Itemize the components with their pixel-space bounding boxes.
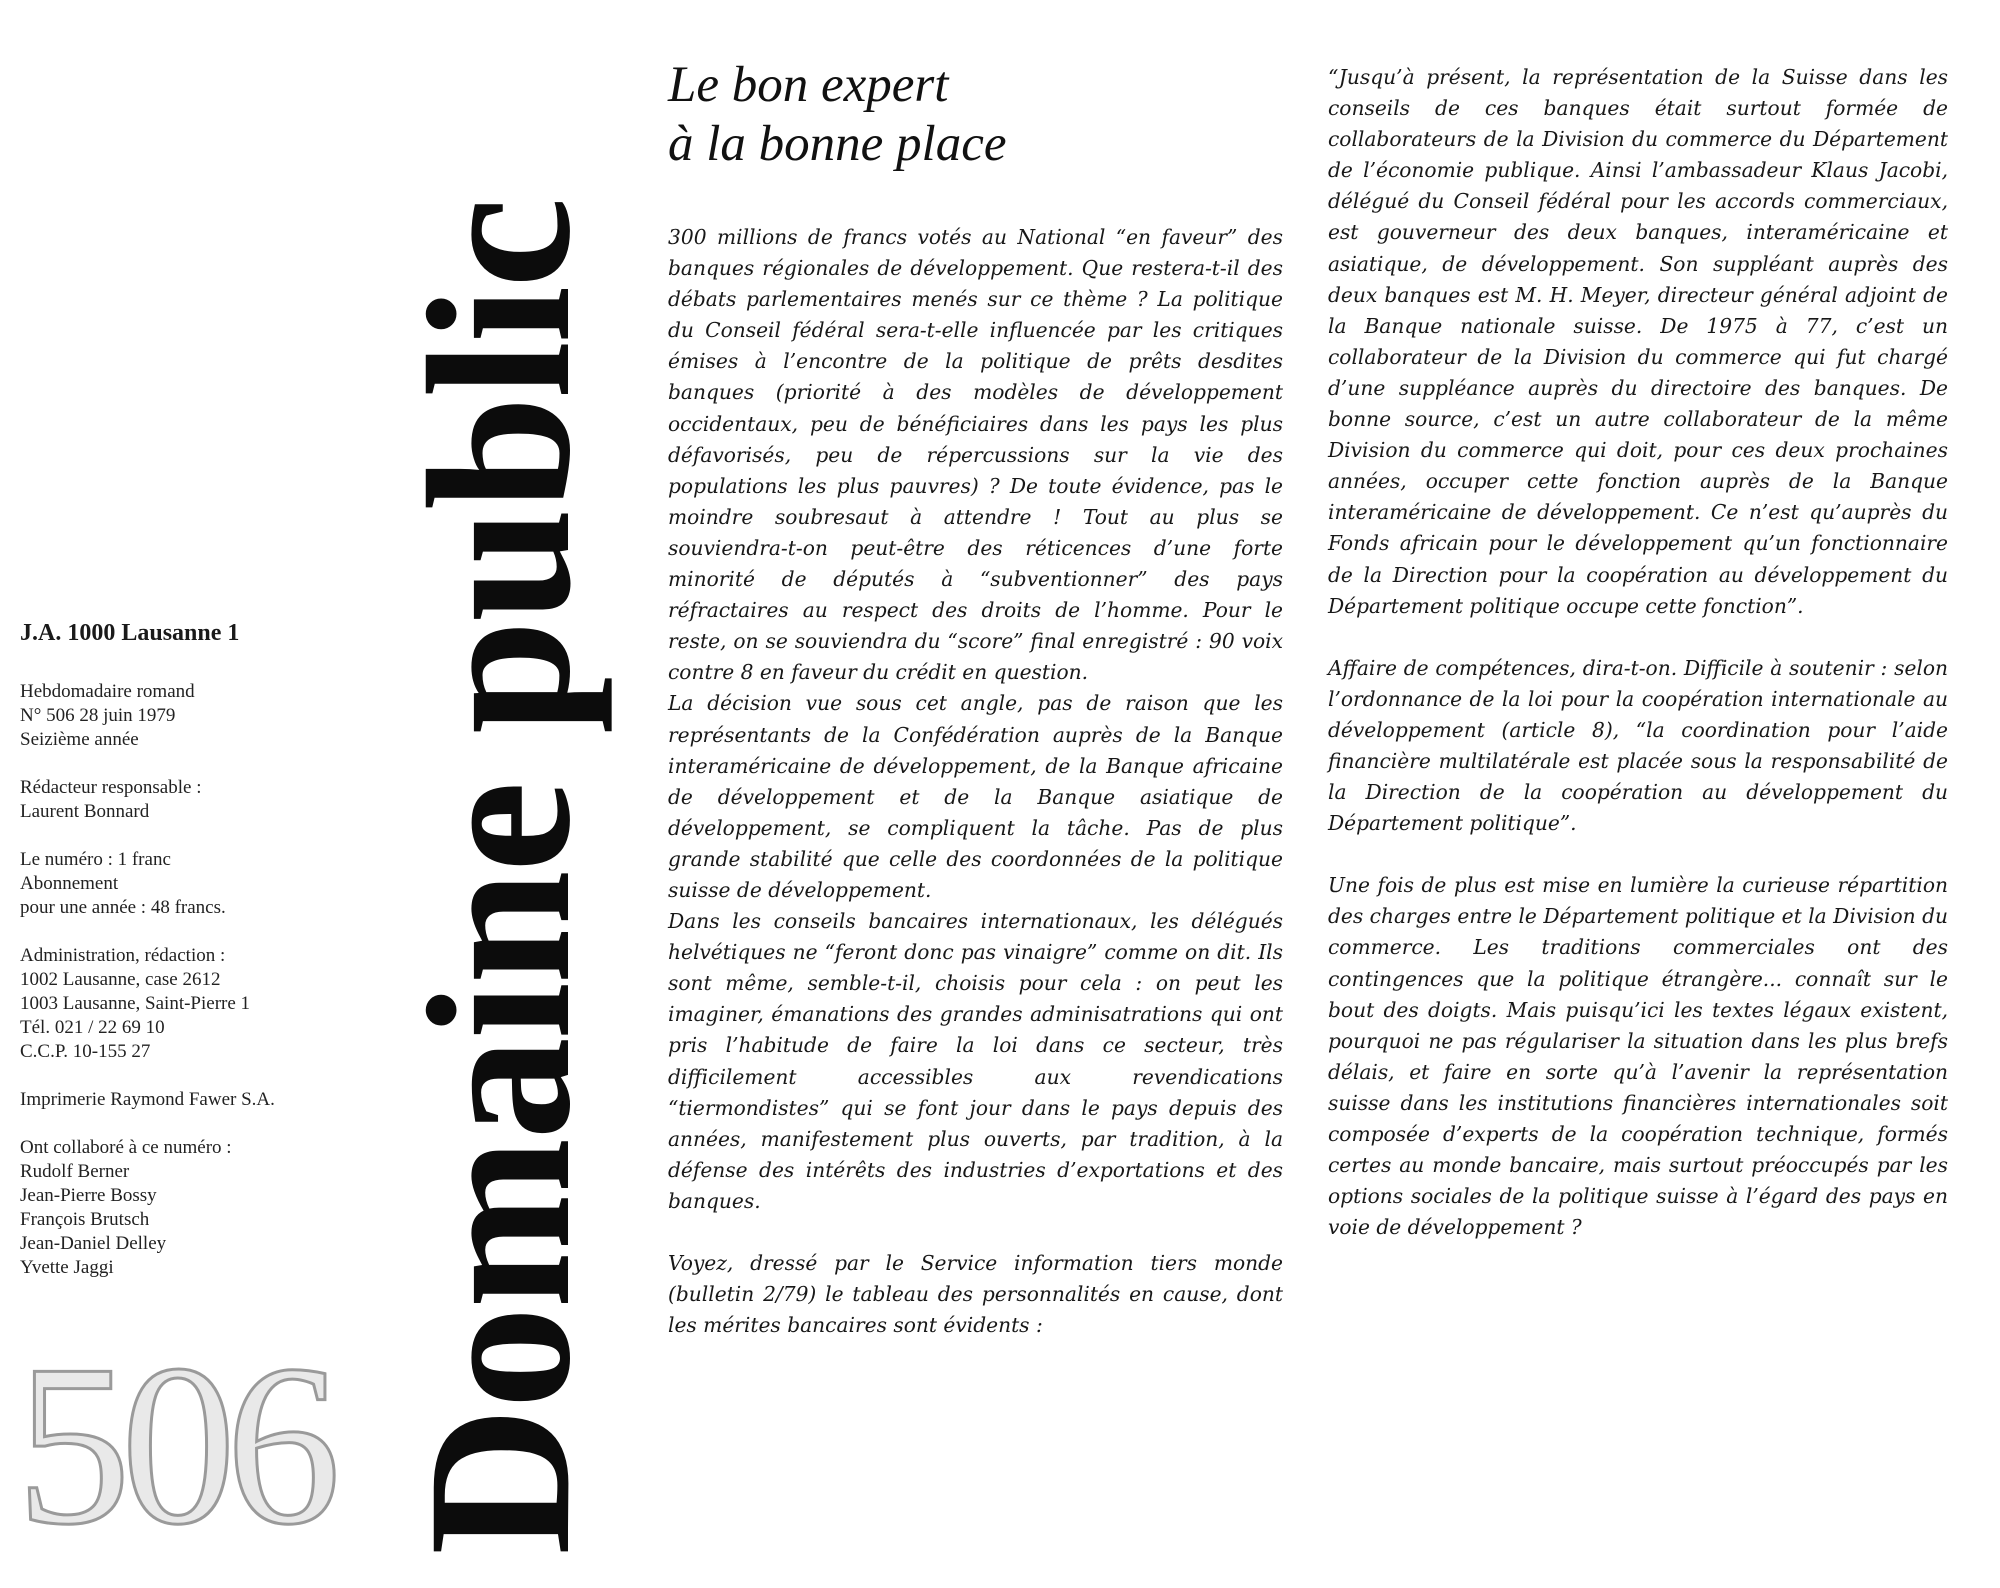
imprint-line: Administration, rédaction :: [20, 945, 226, 966]
contributor-name: Rudolf Berner: [20, 1161, 130, 1182]
article-headline: [668, 56, 1188, 174]
imprint-line: Le numéro : 1 franc: [20, 849, 171, 870]
article-column-1: [668, 222, 1283, 1341]
article-paragraph: Une fois de plus est mise en lumière la curieuse répartition des charges entre le Département politique et la Division du commerce. Les traditions commerciales ont des contingences que la politique étrangère... connaît sur le bout des doigts. Mais puisqu’ici les textes légaux existent, pourquoi ne pas régulariser la situation dans les plus brefs délais, et faire en sorte qu’à l’avenir la représentation suisse dans les institutions financières internationales soit composée d’experts de la coopération technique, formés certes au monde bancaire, mais surtout préoccupés par les options sociales de la politique suisse à l’égard des pays en voie de développement ?: [1328, 873, 1948, 1240]
imprint-line: 1003 Lausanne, Saint-Pierre 1: [20, 993, 251, 1014]
imprint-line: C.C.P. 10-155 27: [20, 1041, 151, 1062]
article-paragraph: “Jusqu’à présent, la représentation de la Suisse dans les conseils de ces banques était surtout formée de collaborateurs de la Division du commerce du Département de l’économie publique. Ainsi l’ambassadeur Klaus Jacobi, délégué du Conseil fédéral pour les accords commerciaux, est gouverneur des deux banques, interaméricaine et asiatique, de développement. Son suppléant auprès des deux banques est M. H. Meyer, directeur général adjoint de la Banque nationale suisse. De 1975 à 77, c’est un collaborateur de la Division du commerce qui fut chargé d’une suppléance auprès du directoire des banques. De bonne source, c’est un autre collaborateur de la même Division du commerce qui doit, pour ces deux prochaines années, occuper cette fonction auprès de la Banque interaméricaine de développement. Ce n’est qu’auprès du Fonds africain pour le développement qu’un fonctionnaire de la Direction pour la coopération au développement du Département politique occupe cette fonction”.: [1328, 65, 1948, 618]
article-column-2: [1328, 62, 1948, 1243]
imprint-line: Abonnement: [20, 873, 119, 894]
contributor-name: Yvette Jaggi: [20, 1257, 114, 1278]
headline-line: Le bon expert: [668, 57, 949, 113]
imprint-line: Ont collaboré à ce numéro :: [20, 1137, 232, 1158]
imprint-line: Imprimerie Raymond Fawer S.A.: [20, 1089, 275, 1110]
imprint-block: [20, 680, 400, 1304]
imprint-line: 1002 Lausanne, case 2612: [20, 969, 221, 990]
imprint-line: Seizième année: [20, 729, 139, 750]
article-paragraph: Dans les conseils bancaires internationaux, les délégués helvétiques ne “feront donc pas vinaigre” comme on dit. Ils sont même, semble-t-il, choisis pour cela : on peut les imaginer, émanations des grandes adminisatrations qui ont pris l’habitude de faire la loi dans ce secteur, très difficilement accessibles aux revendications “tiermondistes” qui se font jour dans le pays depuis des années, manifestement plus ouverts, par tradition, à la défense des intérêts des industries d’exportations et des banques.: [668, 909, 1283, 1213]
imprint-line: Rédacteur responsable :: [20, 777, 202, 798]
article-paragraph: Affaire de compétences, dira-t-on. Difficile à soutenir : selon l’ordonnance de la loi pour la coopération internationale au développement (article 8), “la coordination pour l’aide financière multilatérale est placée sous la responsabilité de la Direction de la coopération au développement du Département politique”.: [1328, 655, 1948, 836]
imprint-line: Tél. 021 / 22 69 10: [20, 1017, 165, 1038]
masthead-title: Domaine public: [386, 199, 613, 1555]
imprint-publication: [20, 680, 400, 752]
imprint-line: Laurent Bonnard: [20, 801, 150, 822]
imprint-printer: [20, 1088, 400, 1112]
imprint-administration: [20, 944, 400, 1064]
contributor-name: Jean-Daniel Delley: [20, 1233, 167, 1254]
imprint-line: pour une année : 48 francs.: [20, 897, 226, 918]
imprint-contributors: [20, 1136, 400, 1280]
article-paragraph: 300 millions de francs votés au National “en faveur” des banques régionales de développement. Que restera-t-il des débats parlementaires menés sur ce thème ? La politique du Conseil fédéral sera-t-elle influencée par les critiques émises à l’encontre de la politique de prêts desdites banques (priorité à des modèles de développement occidentaux, peu de bénéficiaires dans les pays les plus défavorisés, peu de répercussions sur la vie des populations les plus pauvres) ? De toute évidence, pas le moindre soubresaut à attendre ! Tout au plus se souviendra-t-on peut-être des réticences d’une forte minorité de députés à “subventionner” des pays réfractaires au respect des droits de l’homme. Pour le reste, on se souviendra du “score” final enregistré : 90 voix contre 8 en faveur du crédit en question.: [668, 225, 1283, 685]
imprint-line: N° 506 28 juin 1979: [20, 705, 176, 726]
article-paragraph: Voyez, dressé par le Service information tiers monde (bulletin 2/79) le tableau des personnalités en cause, dont les mérites bancaires sont évidents :: [668, 1251, 1283, 1338]
imprint-editor: [20, 776, 400, 824]
imprint-price: [20, 848, 400, 920]
headline-line: à la bonne place: [668, 116, 1007, 172]
contributor-name: Jean-Pierre Bossy: [20, 1185, 157, 1206]
imprint-line: Hebdomadaire romand: [20, 681, 195, 702]
article-paragraph: La décision vue sous cet angle, pas de raison que les représentants de la Confédération auprès de la Banque interaméricaine de développement, de la Banque africaine de développement et de la Banque asiatique de développement, se compliquent la tâche. Pas de plus grande stabilité que celle des coordonnées de la politique suisse de développement.: [668, 691, 1283, 902]
postal-mark: J.A. 1000 Lausanne 1: [20, 620, 240, 646]
contributor-name: François Brutsch: [20, 1209, 150, 1230]
issue-number: 506: [16, 1317, 331, 1572]
